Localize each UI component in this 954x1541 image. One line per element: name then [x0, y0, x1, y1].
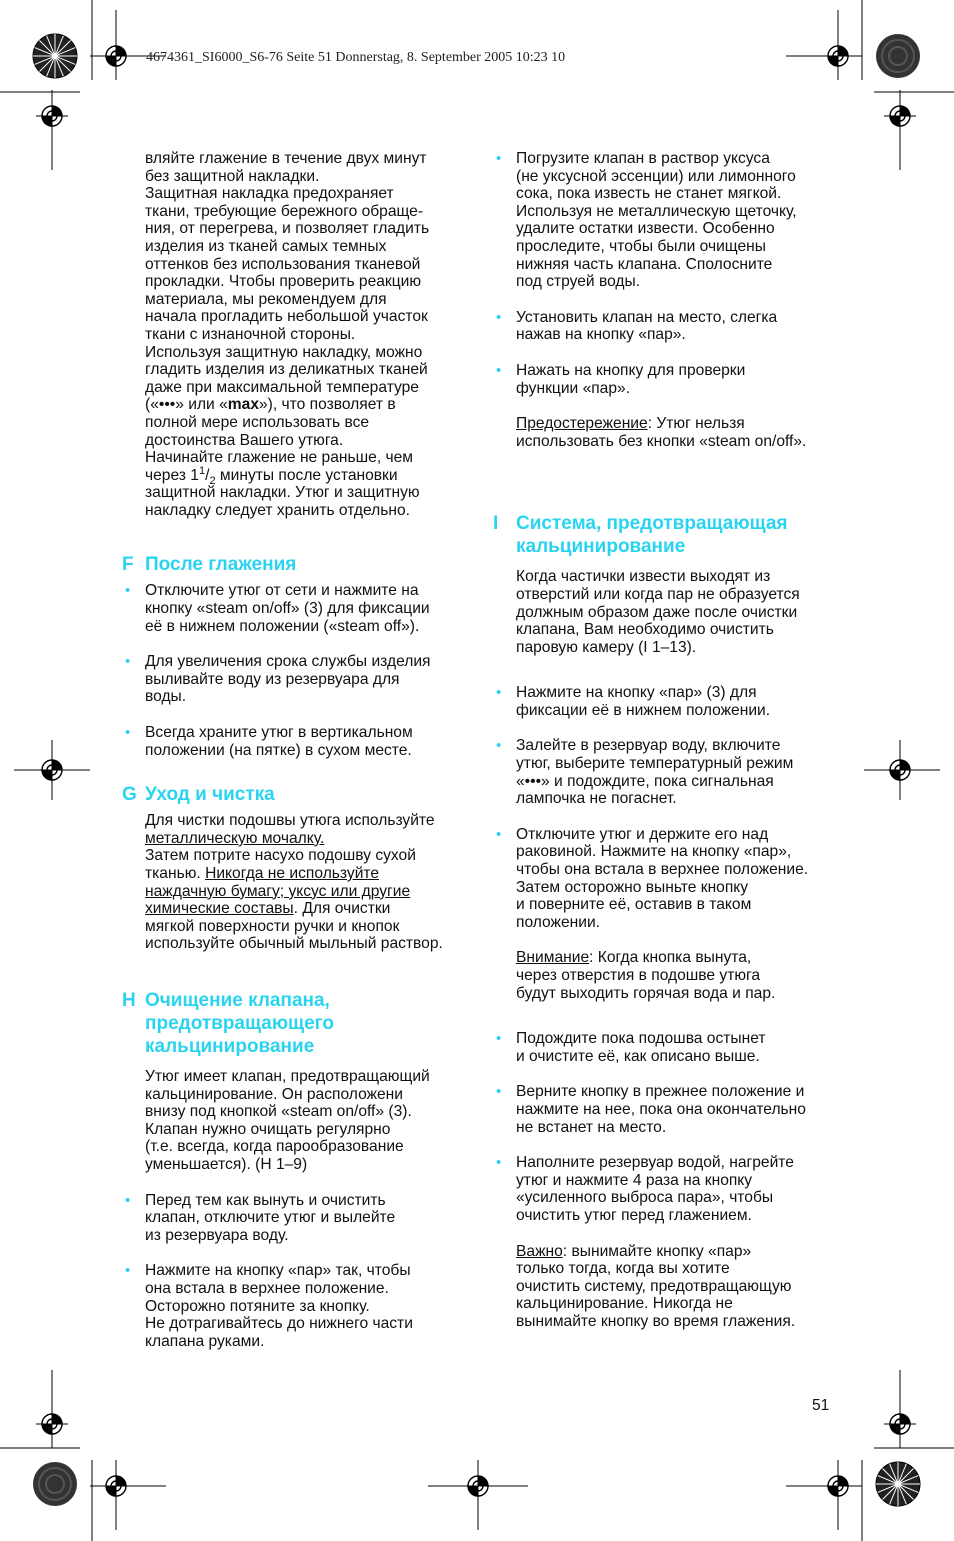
list-item [496, 1154, 843, 1224]
bullet-icon: • [496, 361, 502, 379]
right-column [493, 150, 843, 1331]
text-span: : Когда кнопка вынута, [589, 949, 752, 967]
underlined-text: металлическую мочалку. [145, 829, 325, 847]
text-line: должным образом даже после очистки [516, 603, 798, 621]
text-line [145, 830, 472, 848]
fraction-denominator: 2 [209, 474, 216, 487]
text-line: используйте обычный мыльный раствор. [145, 935, 443, 953]
section-title: После глажения [145, 554, 297, 576]
text-line: функции «пар». [516, 379, 631, 397]
text-line: отверстий или когда пар не образуется [516, 585, 800, 603]
text-line: под струей воды. [516, 273, 641, 291]
text-line: клапана руками. [145, 1332, 265, 1350]
list-item [125, 1262, 472, 1350]
text-span: («•••» или « [145, 396, 228, 414]
section-title: кальцинирование [145, 1035, 315, 1057]
section-letter: F [122, 554, 134, 576]
text-line: Нажмите на кнопку «пар» (3) для [516, 684, 757, 702]
text-line: удалите остатки извести. Особенно [516, 220, 775, 238]
section-title: предотвращающего [145, 1012, 334, 1034]
text-line: гладить изделия из деликатных тканей [145, 361, 428, 379]
text-line [516, 1243, 843, 1261]
text-line: нижняя часть клапана. Сполосните [516, 255, 773, 273]
text-span: через 1 [145, 466, 199, 484]
text-line: начала прогладить небольшой участок [145, 308, 428, 326]
text-line: Отключите утюг и держите его над [516, 825, 769, 843]
bullet-icon: • [496, 684, 502, 702]
text-line: не встанет на место. [516, 1118, 667, 1136]
text-line: (не уксусной эссенции) или лимонного [516, 167, 796, 185]
text-line: Клапан нужно очищать регулярно [145, 1120, 391, 1138]
registration-circle-top-right [876, 34, 920, 78]
list-item [496, 361, 843, 397]
list-item [496, 737, 843, 808]
bullet-icon: • [496, 1030, 502, 1048]
bullet-icon: • [125, 1191, 131, 1209]
text-span: тканью. [145, 865, 206, 882]
underlined-text: наждачную бумагу; уксус или другие [145, 882, 411, 900]
text-line: Не дотрагивайтесь до нижнего части [145, 1315, 413, 1333]
text-line: проследите, чтобы были очищены [516, 237, 766, 255]
text-line: без защитной накладки. [145, 167, 320, 185]
section-title: кальцинирование [516, 536, 686, 558]
text-line: Залейте в резервуар воду, включите [516, 737, 781, 755]
text-line: и очистите её, как описано выше. [516, 1047, 760, 1065]
text-line: Затем потрите насухо подошву сухой [145, 847, 416, 865]
text-line: раковиной. Нажмите на кнопку «пар», [516, 843, 792, 861]
section-letter: G [122, 784, 137, 806]
text-line: очистить систему, предотвращающую [516, 1277, 792, 1295]
max-label: max [227, 396, 259, 414]
bullet-icon: • [125, 724, 131, 742]
text-line: Затем осторожно выньте кнопку [516, 878, 749, 896]
warning-note [516, 415, 843, 450]
text-line: Защитная накладка предохраняет [145, 185, 394, 203]
page-number: 51 [812, 1397, 830, 1414]
text-line [145, 865, 472, 883]
text-line [145, 396, 472, 414]
list-item [125, 653, 472, 706]
text-line: положении (на пятке) в сухом месте. [145, 741, 412, 759]
text-line: мягкой поверхности ручки и кнопок [145, 917, 400, 935]
text-line: фиксации её в нижнем положении. [516, 701, 771, 719]
text-line: сока, пока известь не станет мягкой. [516, 185, 782, 203]
text-line: ния, от перегрева, и позволяет гладить [145, 220, 430, 238]
text-line: (т.е. всегда, когда парообразование [145, 1138, 404, 1156]
section-title: Система, предотвращающая [516, 513, 788, 535]
text-line: изделия из тканей самых темных [145, 237, 387, 255]
section-letter: I [493, 513, 499, 535]
list-item [496, 150, 843, 291]
bullet-icon: • [496, 825, 502, 843]
left-column [122, 150, 472, 1350]
text-line: клапана, Вам необходимо очистить [516, 621, 774, 639]
text-line [145, 900, 472, 918]
bullet-icon: • [125, 1262, 131, 1280]
text-line: вляйте глажение в течение двух минут [145, 150, 427, 167]
underlined-text: Никогда не используйте [205, 865, 380, 882]
text-line: Верните кнопку в прежнее положение и [516, 1083, 805, 1101]
text-line: защитной накладки. Утюг и защитную [145, 484, 420, 502]
text-line: из резервуара воду. [145, 1226, 289, 1244]
text-line [516, 949, 843, 967]
text-line: Отключите утюг от сети и нажмите на [145, 582, 419, 600]
text-line: внизу под кнопкой «steam on/off» (3). [145, 1103, 412, 1121]
text-line: «усиленного выброса пара», чтобы [516, 1189, 774, 1207]
text-line: нажмите на нее, пока она окончательно [516, 1100, 806, 1118]
text-line: выливайте воду из резервуара для [145, 670, 400, 688]
text-line: через отверстия в подошве утюга [516, 967, 761, 984]
text-line: её в нижнем положении («steam off»). [145, 617, 420, 635]
care-paragraph [145, 812, 472, 953]
fraction-slash: / [205, 466, 210, 484]
registration-circle-bottom-left [33, 1462, 77, 1506]
valve-paragraph [145, 1068, 472, 1174]
registration-star-bottom-right [876, 1462, 920, 1506]
text-line: материала, мы рекомендуем для [145, 290, 387, 308]
bullet-icon: • [496, 150, 502, 167]
text-line: Подождите пока подошва остынет [516, 1030, 766, 1048]
bullet-icon: • [125, 653, 131, 671]
text-line: вынимайте кнопку во время глажения. [516, 1312, 796, 1330]
text-line: Используя защитную накладку, можно [145, 343, 423, 361]
text-line: Нажмите на кнопку «пар» так, чтобы [145, 1262, 411, 1280]
underlined-text: химические составы [145, 900, 294, 918]
text-line: она встала в верхнее положение. [145, 1279, 389, 1297]
text-line: накладку следует хранить отдельно. [145, 501, 410, 519]
text-line: Для чистки подошвы утюга используйте [145, 812, 435, 830]
text-span: . Для очистки [293, 900, 391, 918]
text-line [516, 415, 843, 433]
text-line: оттенков без использования тканевой [145, 255, 421, 273]
bullet-icon: • [496, 1083, 502, 1101]
text-line: лампочка не погаснет. [516, 790, 677, 808]
list-item [496, 825, 843, 932]
text-line: использовать без кнопки «steam on/off». [516, 432, 807, 450]
text-line: даже при максимальной температуре [145, 378, 419, 396]
text-line: кнопку «steam on/off» (3) для фиксации [145, 600, 430, 618]
text-line: Утюг имеет клапан, предотвращающий [145, 1067, 430, 1085]
text-line: клапан, отключите утюг и вылейте [145, 1209, 396, 1227]
section-title: Очищение клапана, [145, 989, 330, 1011]
text-line: паровую камеру (I 1–13). [516, 638, 697, 656]
text-span: : вынимайте кнопку «пар» [562, 1242, 752, 1260]
text-line: нажав на кнопку «пар». [516, 326, 686, 344]
text-line: уменьшается). (H 1–9) [145, 1155, 308, 1173]
text-line: Используя не металлическую щеточку, [516, 202, 797, 220]
text-line: Осторожно потяните за кнопку. [145, 1297, 370, 1315]
section-title: Уход и чистка [145, 784, 275, 806]
bullet-icon: • [496, 308, 502, 326]
warning-label: Предостережение [516, 415, 648, 433]
text-line: утюг и нажмите 4 раза на кнопку [516, 1171, 753, 1189]
text-line: положении. [516, 913, 601, 931]
text-line: Наполните резервуар водой, нагрейте [516, 1154, 794, 1172]
bullet-icon: • [125, 582, 131, 600]
text-line: прокладки. Чтобы проверить реакцию [145, 273, 422, 291]
text-line: ткани с изнаночной стороны. [145, 325, 356, 343]
text-line: Нажать на кнопку для проверки [516, 361, 746, 379]
list-item [496, 1083, 843, 1136]
text-line: кальцинирование. Он расположени [145, 1085, 403, 1103]
list-item [125, 582, 472, 635]
section-f-heading [122, 553, 472, 576]
text-line: Перед тем как вынуть и очистить [145, 1191, 386, 1209]
important-label: Важно [516, 1242, 563, 1260]
text-line: Всегда храните утюг в вертикальном [145, 724, 413, 742]
list-item [125, 724, 472, 759]
attention-label: Внимание [516, 949, 590, 967]
bullet-icon: • [496, 737, 502, 755]
registration-star-top-left [33, 34, 77, 78]
text-span: : Утюг нельзя [647, 415, 745, 433]
section-h-heading [122, 989, 472, 1058]
bullet-icon: • [496, 1154, 502, 1172]
section-letter: H [122, 989, 136, 1011]
text-line: очистить утюг перед глажением. [516, 1206, 752, 1224]
list-item [496, 308, 843, 344]
text-line: утюг, выберите температурный режим [516, 755, 794, 773]
attention-note [516, 949, 843, 1002]
text-line: кальцинирование. Никогда не [516, 1295, 733, 1313]
text-span: минуты после установки [215, 466, 398, 484]
text-line [145, 464, 472, 487]
text-line: воды. [145, 688, 187, 706]
text-line: Начинайте глажение не раньше, чем [145, 449, 414, 467]
text-line: достоинства Вашего утюга. [145, 431, 344, 449]
text-line: Когда частички извести выходят из [516, 568, 771, 586]
text-line: только тогда, когда вы хотите [516, 1260, 730, 1278]
text-line: и поверните её, оставив в таком [516, 896, 752, 914]
text-span: »), что позволяет в [259, 396, 396, 414]
list-item [496, 1030, 843, 1065]
text-line: чтобы она встала в верхнее положение. [516, 861, 809, 879]
section-g-heading [122, 783, 472, 806]
intro-paragraph [145, 150, 472, 519]
text-line: Для увеличения срока службы изделия [145, 653, 431, 671]
print-header: 4674361_SI6000_S6-76 Seite 51 Donnerstag, 8. September 2005 10:23 10 [146, 50, 566, 65]
text-line: полной мере использовать все [145, 413, 370, 431]
list-item [496, 684, 843, 719]
text-line [145, 883, 472, 901]
system-paragraph [516, 568, 843, 656]
text-line: будут выходить горячая вода и пар. [516, 984, 776, 1002]
fraction-numerator: 1 [198, 464, 206, 477]
list-item [125, 1191, 472, 1245]
important-note [516, 1243, 843, 1331]
text-line: Установить клапан на место, слегка [516, 308, 778, 326]
text-line: ткани, требующие бережного обраще- [145, 202, 424, 220]
text-line: Погрузите клапан в раствор уксуса [516, 150, 770, 167]
section-i-heading [493, 512, 843, 558]
text-line: «•••» и подождите, пока сигнальная [516, 772, 774, 790]
